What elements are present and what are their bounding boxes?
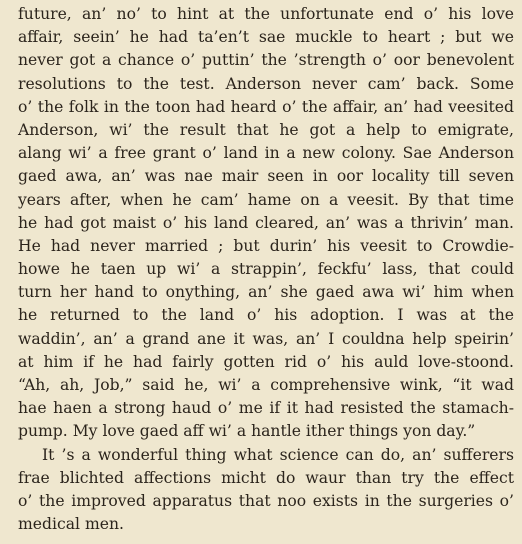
text-line-21: frae blichted affections micht do waur than try the effect xyxy=(18,468,514,487)
text-line-5: o’ the folk in the toon had heard o’ the affair, an’ had veesited xyxy=(18,97,514,116)
text-block xyxy=(18,3,514,536)
text-line-10: he had got maist o’ his land cleared, an’ was a thrivin’ man. xyxy=(18,213,514,232)
text-line-8: gaed awa, an’ was nae mair seen in oor locality till seven xyxy=(18,167,514,186)
text-line-18: hae haen a strong haud o’ me if it had resisted the stamach- xyxy=(18,399,514,418)
text-line-20: It ’s a wonderful thing what science can do, an’ sufferers xyxy=(42,445,514,464)
text-line-16: at him if he had fairly gotten rid o’ his auld love-stoond. xyxy=(18,352,514,371)
text-line-23: medical men. xyxy=(18,515,124,534)
text-line-22: o’ the improved apparatus that noo exists in the surgeries o’ xyxy=(18,491,514,510)
text-line-13: turn her hand to onything, an’ she gaed awa wi’ him when xyxy=(18,283,514,302)
text-line-14: he returned to the land o’ his adoption. I was at the xyxy=(18,306,514,325)
text-line-7: alang wi’ a free grant o’ land in a new colony. Sae Anderson xyxy=(18,144,514,163)
text-line-19: pump. My love gaed aff wi’ a hantle ither things yon day.” xyxy=(18,422,476,441)
text-line-9: years after, when he cam’ hame on a veesit. By that time xyxy=(18,190,514,209)
text-line-17: “Ah, ah, Job,” said he, wi’ a comprehensive wink, “it wad xyxy=(18,376,514,394)
text-line-1: future, an’ no’ to hint at the unfortunate end o’ his love xyxy=(18,5,514,23)
text-line-3: never got a chance o’ puttin’ the ’strength o’ oor benevolent xyxy=(18,51,514,70)
text-line-15: waddin’, an’ a grand ane it was, an’ I couldna help speirin’ xyxy=(18,329,514,348)
text-line-12: howe he taen up wi’ a strappin’, feckfu’ lass, that could xyxy=(18,260,514,279)
text-line-6: Anderson, wi’ the result that he got a help to emigrate, xyxy=(18,120,514,139)
text-line-4: resolutions to the test. Anderson never cam’ back. Some xyxy=(18,74,514,93)
text-line-11: He had never married ; but durin’ his veesit to Crowdie- xyxy=(18,236,514,255)
text-line-2: affair, seein’ he had ta’en’t sae muckle to heart ; but we xyxy=(18,28,514,47)
